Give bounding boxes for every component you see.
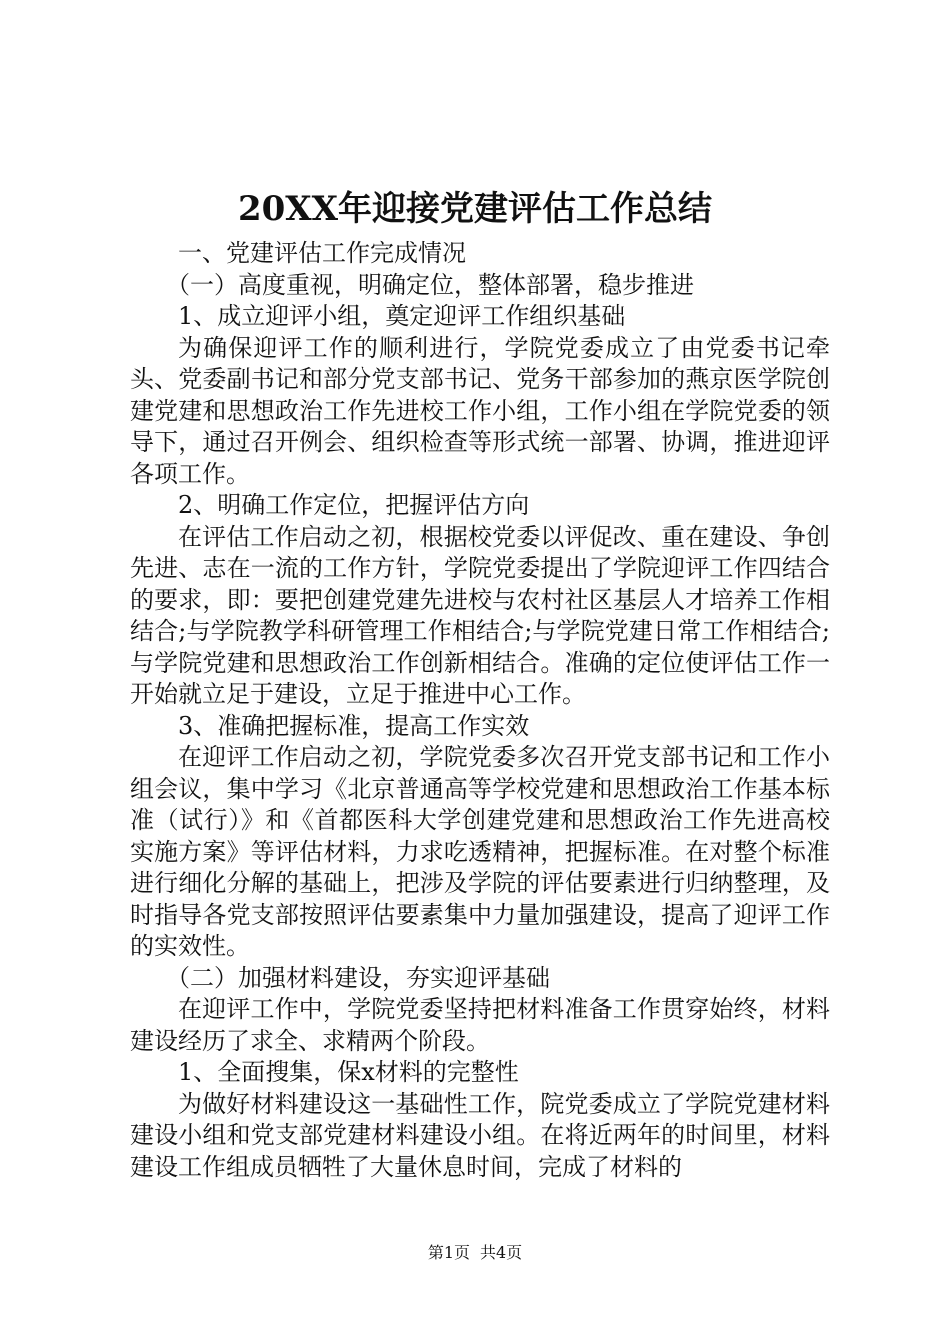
body-paragraph: 在迎评工作启动之初，学院党委多次召开党支部书记和工作小组会议，集中学习《北京普通高等学校党建和思想政治工作基本标准（试行）》和《首都医科大学创建党建和思想政治工作先进高校实施方案》等评估材料，力求吃透精神，把握标准。在对整个标准进行细化分解的基础上，把涉及学院的评估要素进行归纳整理，及时指导各党支部按照评估要素集中力量加强建设，提高了迎评工作的实效性。 (130, 743, 830, 960)
body-paragraph: 为确保迎评工作的顺利进行，学院党委成立了由党委书记牵头、党委副书记和部分党支部书记、党务干部参加的燕京医学院创建党建和思想政治工作先进校工作小组，工作小组在学院党委的领导下，通过召开例会、组织检查等形式统一部署、协调，推进迎评各项工作。 (130, 333, 830, 488)
document-title: 20XX年迎接党建评估工作总结 (237, 189, 713, 229)
page-number: 第1页 (427, 1243, 470, 1262)
document-body (130, 238, 830, 1183)
body-paragraph: 为做好材料建设这一基础性工作，院党委成立了学院党建材料建设小组和党支部党建材料建设小组。在将近两年的时间里，材料建设工作组成员牺牲了大量休息时间，完成了材料的 (130, 1089, 830, 1181)
section-heading: 一、党建评估工作完成情况 (178, 239, 466, 267)
subsection-heading: （一）高度重视，明确定位，整体部署，稳步推进 (166, 270, 694, 299)
body-paragraph: 在迎评工作中，学院党委坚持把材料准备工作贯穿始终，材料建设经历了求全、求精两个阶段。 (130, 995, 830, 1055)
subsection-heading: （二）加强材料建设，夯实迎评基础 (166, 963, 550, 992)
page-footer (0, 1242, 950, 1264)
item-heading: 2、明确工作定位，把握评估方向 (178, 491, 530, 519)
item-heading: 1、成立迎评小组，奠定迎评工作组织基础 (178, 302, 626, 330)
page-count: 共4页 (480, 1243, 523, 1262)
item-heading: 1、全面搜集，保x材料的完整性 (178, 1058, 519, 1086)
item-heading: 3、准确把握标准，提高工作实效 (178, 711, 530, 740)
body-paragraph: 在评估工作启动之初，根据校党委以评促改、重在建设、争创先进、志在一流的工作方针，学院党委提出了学院迎评工作四结合的要求，即：要把创建党建先进校与农村社区基层人才培养工作相结合;与学院教学科研管理工作相结合;与学院党建日常工作相结合;与学院党建和思想政治工作创新相结合。准确的定位使评估工作一开始就立足于建设，立足于推进中心工作。 (130, 522, 830, 708)
